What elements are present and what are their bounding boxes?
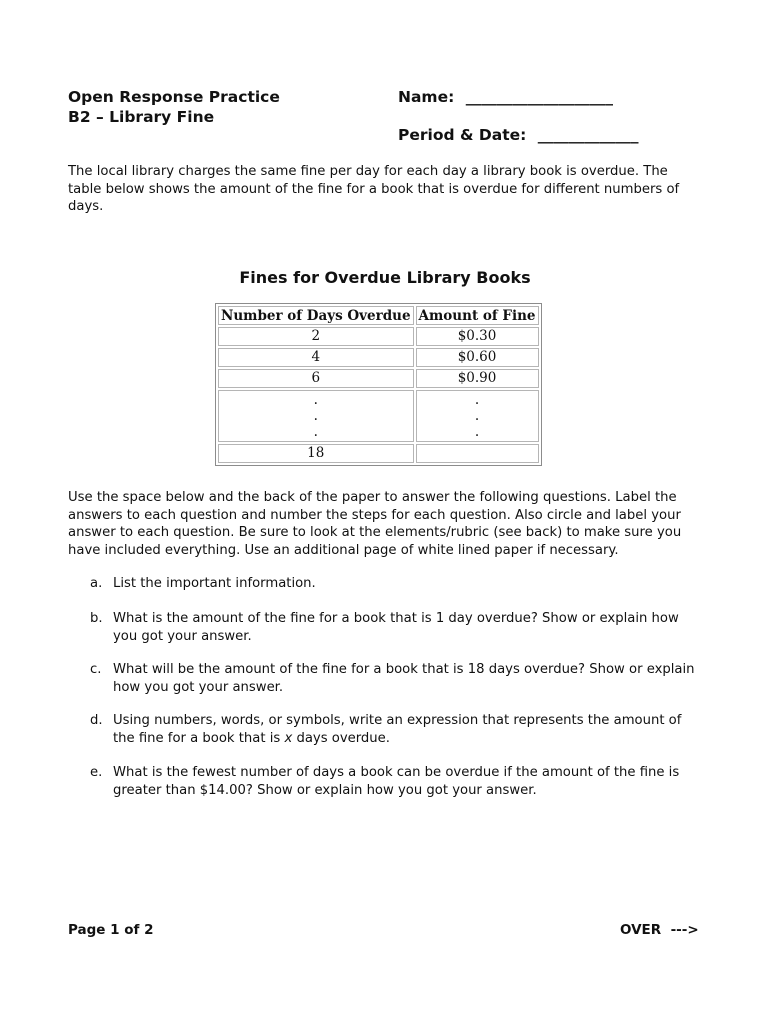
question-text [113,712,700,747]
header-fine: Amount of Fine [416,306,539,325]
ellipsis-dot: . [474,424,480,440]
table-row-ellipsis [218,390,539,442]
table-row [218,369,539,388]
table-title [0,268,770,287]
days-cell: 4 [218,348,414,367]
period-date-field [398,126,639,144]
question-text: What is the amount of the fine for a book that is 1 day overdue? Show or explain how you got your answer. [113,611,679,644]
question-d [90,712,700,747]
ellipsis-dot: . [474,392,480,408]
fines-table [215,303,542,466]
ellipsis-dot: . [313,424,318,440]
question-label: a. [90,576,103,591]
name-blank: ___________________ [465,88,613,106]
question-label: c. [90,662,102,677]
question-text: What is the fewest number of days a book can be overdue if the amount of the fine is greater than $14.00? Show or explain how you got your answer. [113,765,680,798]
question-text-start: Using numbers, words, or symbols, write an expression that represents the amount of the fine for a book that is [113,713,682,746]
name-field [398,88,613,106]
question-label: b. [90,611,103,626]
table-row [218,327,539,346]
instructions-paragraph: Use the space below and the back of the paper to answer the following questions. Label the answers to each question and number the steps for each question. Also circle and label your answer to each question. Be sure to look at the elements/rubric (see back) to make sure you have included everything. Use an additional page of white lined paper if necessary. [68,490,682,558]
fine-cell: $0.60 [416,348,539,367]
days-cell: 2 [218,327,414,346]
table-row-last [218,444,539,463]
table-title-text: Fines for Overdue Library Books [239,268,531,287]
question-b [90,610,700,645]
ellipsis-dot: . [313,408,318,424]
period-date-label: Period & Date: [398,126,527,144]
question-label: d. [90,713,103,728]
table-header-row [218,306,539,325]
period-date-blank: _____________ [537,126,639,144]
days-cell: 18 [218,444,414,463]
question-label: e. [90,765,103,780]
fine-ellipsis-cell [416,390,539,442]
ellipsis-dot: . [313,392,318,408]
days-ellipsis-cell [218,390,414,442]
page-number: Page 1 of 2 [68,922,154,938]
fine-cell: $0.30 [416,327,539,346]
question-e [90,764,700,799]
question-text-end: days overdue. [292,730,390,746]
table-row [218,348,539,367]
days-cell: 6 [218,369,414,388]
question-text: What will be the amount of the fine for a book that is 18 days overdue? Show or explain how you got your answer. [113,662,695,695]
name-label: Name: [398,88,455,106]
question-text: List the important information. [113,576,316,591]
assignment-title: Open Response Practice [68,88,280,106]
intro-paragraph: The local library charges the same fine per day for each day a library book is overdue. The table below shows the amount of the fine for a book that is overdue for different numbers of days. [68,164,680,214]
fine-cell-empty [416,444,539,463]
variable-x: x [284,730,293,746]
fine-cell: $0.90 [416,369,539,388]
question-a [90,575,700,593]
header-days: Number of Days Overdue [218,306,414,325]
ellipsis-dot: . [474,408,480,424]
question-c [90,661,700,696]
assignment-subtitle: B2 – Library Fine [68,108,215,126]
over-indicator: OVER ---> [620,922,699,938]
